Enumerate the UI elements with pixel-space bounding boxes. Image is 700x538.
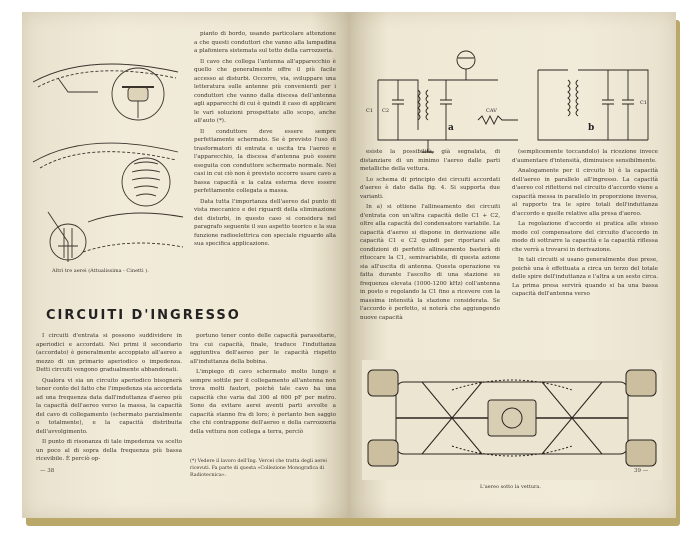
paragraph: La regolazione d'accordo si pratica alle stesso modo col compensatore del circuito d'accordo in modo di sottrarre la capacità e la capacità riflessa che verrà a trovarsi in derivazione. bbox=[512, 221, 658, 253]
illustration-caption: L'aereo sotto la vettura. bbox=[480, 484, 541, 490]
section-heading: CIRCUITI D'INGRESSO bbox=[46, 308, 241, 323]
left-page-column-top bbox=[194, 30, 336, 251]
paragraph: In tali circuiti si usano generalmente due prese, poichè una è effettuata a circa un terzo del totale delle spire dell'induttanza e l'altra a un sesto circa. La prima presa servirà quando si ha una bassa capacità dell'antenna verso bbox=[512, 257, 658, 297]
paragraph: I circuiti d'entrata si possono suddividere in aperiodici e accordati. Nei primi il secondario (accordato) è generalmente accoppiato all'aereo a mezzo di un primario aperiodico o impedenza. Detti circuiti vengono gradualmente abbandonati. bbox=[36, 333, 182, 373]
paragraph: esiste la possibilità, già segnalata, di distanziare di un minimo l'aereo dalle parti metalliche della vettura. bbox=[360, 149, 500, 172]
paragraph: Qualora vi sia un circuito aperiodico bisognerà tener conto del fatto che l'impedenza sia accordata ad una frequenza data dall'induttanza d'aereo più la capacità dell'aereo verso la massa, la capacità del cavo di collegamento (schermato parzialmente o totalmente), e la capacità distribuita dell'avvolgimento. bbox=[36, 377, 182, 435]
right-page-column-1 bbox=[360, 148, 500, 324]
left-page bbox=[22, 12, 350, 518]
schematic-label-b: b bbox=[588, 123, 595, 133]
schematic-text-marks bbox=[358, 100, 658, 134]
circuit-schematics bbox=[358, 40, 658, 160]
paragraph: In a) si ottiene l'allineamento dei circuiti d'entrata con un'altra capacità delle C1 + C2, oltre alla capacità del condensatore variabile. La capacità d'aereo si dispone in derivazione alle capacità C1 e C2 quindi per riportarsi alle condizioni di perfetto allineamento basterà di ritoccare la C1, semivariabile, di questa azione sia all'uscita di antenna. Questa operazione va fatta durante l'ascolto di una stazione su frequenza elevata (1000-1200 kHz) coll'antenna in posto e regolando la C1 fino a ricevere con la massima intensità la stazione considerata. Se l'accordo è perfetto, si noterà che aggiungendo nuove capacità bbox=[360, 204, 500, 321]
right-page bbox=[348, 12, 676, 518]
paragraph: Analogamente per il circuito b) è la capacità dell'aereo in parallelo all'ingresso. La capacità d'aereo col riflettersi nel circuito d'accordo viene a capacità messa in parallelo in proporzione inversa, al rapporto tra le spire totali dell'induttanza d'accordo e quelle relative alla presa d'aereo. bbox=[512, 168, 658, 217]
paragraph: Il conduttore deve essere sempre perfettamente schermato. Se è previsto l'uso di trasformatori di entrata e uscita tra l'aereo e l'apparecchio, la discesa d'antenna può essere eseguita con conduttore schermato normale. Nei casi in cui ciò non è previsto occorre usare cavo a bassa capacità e la calza esterna deve essere perfettamente collegata a massa. bbox=[194, 128, 336, 194]
paragraph: L'impiego di cavo schermato molto lungo e sempre sottile per il collegamento all'antenna non trova molti fautori, poichè tale cavo ha una capacità che varia dal 300 al 600 pF per metro. Sono da evitare aerei aventi parti avvolte a capacità stanno fra di loro; è pertanto ben saggio che chi contrappone dell'aereo e della carrozzeria della vettura non collega a terra, perciò bbox=[190, 369, 336, 435]
paragraph: Il cavo che collega l'antenna all'apparecchio è quello che generalmente offre il più facile accesso ai disturbi. Occorre, via, sviluppare una letteratura sulle antenne più convenienti per i conduttori che vanno dalla discesa dell'antenna agli apparecchi di cui è quindi il caso di applicare le vari soluzioni prospettate allo scopo, anche all'auto (*). bbox=[194, 58, 336, 124]
page-number-right: 39 — bbox=[634, 468, 649, 474]
paragraph: pianto di bordo, usando particolare attenzione a che questi conduttori che vanno alla lampadina a plafoniera sistemata sul tetto della carrozzeria. bbox=[194, 31, 336, 54]
car-chassis-illustration bbox=[362, 360, 662, 480]
schematic-mark: C1 bbox=[366, 108, 374, 114]
footnote: (*) Vedere il lavoro dell'Ing. Vercel che tratta degli aerei ricevuti. Fa parte di questa «Collezione Monografica di Radiotecnica». bbox=[190, 459, 327, 478]
open-book bbox=[22, 12, 680, 530]
schematic-mark: C1 bbox=[640, 100, 648, 106]
paragraph: Data tutta l'importanza dell'aereo dal punto di vista meccanico e dei riguardi della eliminazione dei disturbi, in questo caso si considera nel paragrafo seguente il suo aspetto teorico e la sua funzione radioelettrica con speciale riguardo alla sua specifica applicazione. bbox=[194, 198, 336, 247]
paragraph: (semplicemente toccandolo) la ricezione invece d'aumentare d'intensità, diminuisce sensibilmente. bbox=[512, 149, 658, 164]
page-number-left: — 38 bbox=[40, 468, 55, 474]
paragraph: portuno tener conto delle capacità parassitarie, tra cui capacità, finale, traduce l'induttanza aggiuntiva dell'aereo per le capacità rispetto all'induttanza della bobina. bbox=[190, 333, 336, 365]
antenna-figures bbox=[28, 32, 188, 272]
left-page-column-bottom-left bbox=[36, 332, 182, 466]
figure-caption: Altri tre aerei (Attualissima - Cinetti ). bbox=[52, 268, 149, 274]
schematic-label-a: a bbox=[448, 123, 454, 133]
schematic-mark: C2 bbox=[382, 108, 390, 114]
paragraph: Il punto di risonanza di tale impedenza va scelto un poco al di sopra della frequenza più bassa ricevibile. È perciò op- bbox=[36, 439, 182, 462]
left-page-column-bottom-right bbox=[190, 332, 336, 438]
paragraph: Lo schema di principio dei circuiti accordati d'aereo è dato dalla fig. 4. Si supporta due varianti. bbox=[360, 176, 500, 200]
right-page-column-2 bbox=[512, 148, 658, 301]
schematic-mark: CAV bbox=[486, 108, 497, 114]
